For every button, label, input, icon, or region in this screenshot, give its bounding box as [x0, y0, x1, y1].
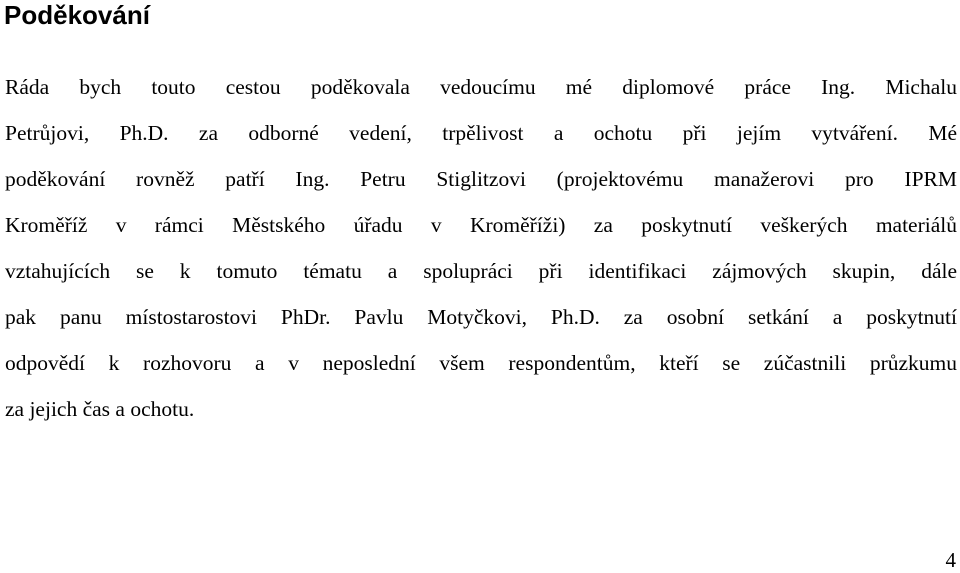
page-number: 4 [945, 548, 956, 572]
paragraph-line: Kroměříž v rámci Městského úřadu v Kroměříži) za poskytnutí veškerých materiálů [5, 213, 957, 237]
paragraph-line: Ráda bych touto cestou poděkovala vedoucímu mé diplomové práce Ing. Michalu [5, 75, 957, 99]
acknowledgement-paragraph [5, 64, 957, 432]
page-title: Poděkování [4, 0, 150, 30]
paragraph-line: Petrůjovi, Ph.D. za odborné vedení, trpělivost a ochotu při jejím vytváření. Mé [5, 121, 957, 145]
paragraph-line-last: za jejich čas a ochotu. [5, 397, 195, 421]
paragraph-line: odpovědí k rozhovoru a v neposlední všem respondentům, kteří se zúčastnili průzkumu [5, 351, 957, 375]
paragraph-line: pak panu místostarostovi PhDr. Pavlu Motyčkovi, Ph.D. za osobní setkání a poskytnutí [5, 305, 957, 329]
paragraph-line: vztahujících se k tomuto tématu a spolupráci při identifikaci zájmových skupin, dále [5, 259, 957, 283]
paragraph-line: poděkování rovněž patří Ing. Petru Stiglitzovi (projektovému manažerovi pro IPRM [5, 167, 957, 191]
